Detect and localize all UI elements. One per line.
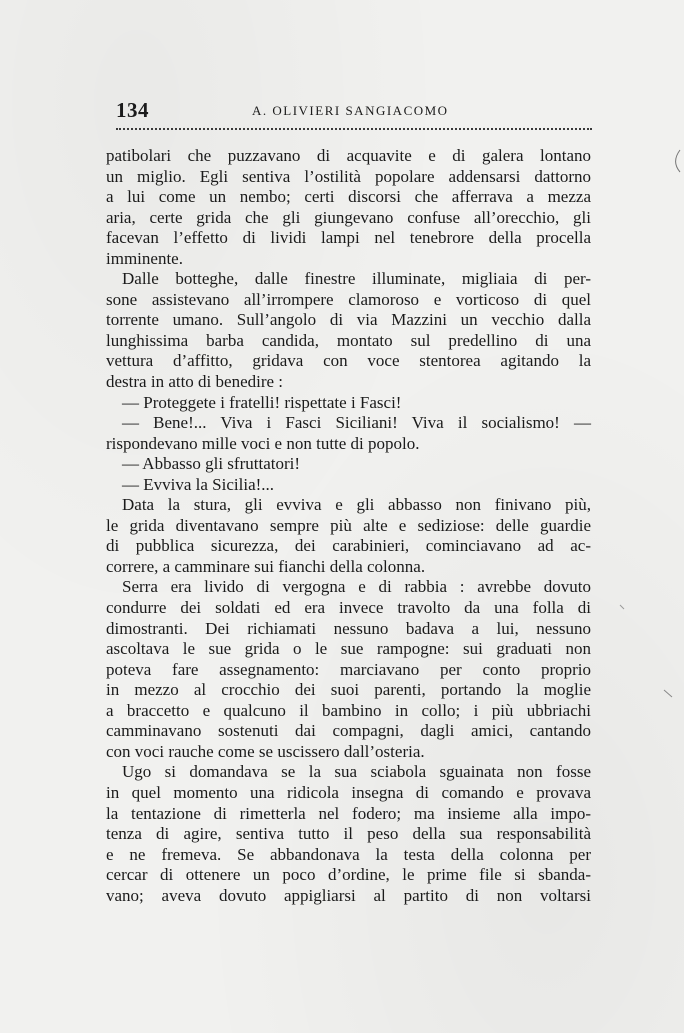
text-line: destra in atto di benedire :: [106, 372, 284, 392]
text-line: con voci rauche come se uscissero dall’osteria.: [106, 741, 425, 761]
text-line: Data la stura, gli evviva e gli abbasso non finivano più,: [122, 495, 591, 515]
dialogue-line: — Proteggete i fratelli! rispettate i Fasci!: [122, 392, 402, 412]
text-line: vano; aveva dovuto appigliarsi al partito di non voltarsi: [106, 885, 591, 905]
text-line: Ugo si domandava se la sua sciabola sguainata non fosse: [122, 762, 591, 782]
text-line: aria, certe grida che gli giungevano confuse all’orecchio, gli: [106, 207, 591, 227]
page-number: 134: [116, 98, 149, 122]
text-line: torrente umano. Sull’angolo di via Mazzini un vecchio dalla: [106, 310, 591, 330]
text-line: tenza di agire, sentiva tutto il peso della sua responsabilità: [106, 824, 591, 844]
text-line: vettura d’affitto, gridava con voce stentorea agitando la: [106, 351, 591, 371]
body-text: [106, 146, 591, 906]
text-line: le grida diventavano sempre più alte e sediziose: delle guardie: [106, 515, 591, 535]
text-line: correre, a camminare sui fianchi della colonna.: [106, 556, 426, 576]
header-rule: [116, 128, 592, 130]
text-line: sone assistevano all’irrompere clamoroso e vorticoso di quel: [106, 289, 591, 309]
text-line: in quel momento una ridicola insegna di comando e provava: [106, 782, 591, 802]
text-line: cercar di ottenere un poco d’ordine, le prime file si sbanda-: [106, 865, 591, 885]
text-line: di pubblica sicurezza, dei carabinieri, cominciavano ad ac-: [106, 536, 591, 556]
text-line: a lui come un nembo; certi discorsi che afferrava a mezza: [106, 187, 591, 207]
running-head: A. OLIVIERI SANGIACOMO: [252, 103, 449, 118]
dialogue-line: — Bene!... Viva i Fasci Siciliani! Viva il socialismo! —: [122, 413, 591, 433]
page-header: [116, 98, 588, 122]
text-line: dimostranti. Dei richiamati nessuno badava a lui, nessuno: [106, 618, 591, 638]
text-line: ascoltava le sue grida o le sue rampogne: sui graduati non: [106, 639, 591, 659]
text-line: a braccetto e qualcuno il bambino in collo; i più ubbriachi: [106, 700, 591, 720]
text-line: Serra era livido di vergogna e di rabbia : avrebbe dovuto: [122, 577, 591, 597]
dialogue-line: — Abbasso gli sfruttatori!: [122, 454, 301, 474]
text-line: lunghissima barba candida, montato sul predellino di una: [106, 330, 591, 350]
text-line: patibolari che puzzavano di acquavite e di galera lontano: [106, 146, 591, 165]
text-line: e ne fremeva. Se abbandonava la testa della colonna per: [106, 844, 591, 864]
text-line: poteva fare assegnamento: marciavano per conto proprio: [106, 659, 591, 679]
text-line: condurre dei soldati ed era invece travolto da una folla di: [106, 598, 591, 618]
text-line: Dalle botteghe, dalle finestre illuminate, migliaia di per-: [122, 269, 591, 289]
dialogue-line: — Evviva la Sicilia!...: [122, 474, 275, 494]
text-line: rispondevano mille voci e non tutte di popolo.: [106, 433, 420, 453]
text-line: facevan l’effetto di lividi lampi nel tenebrore della procella: [106, 228, 591, 248]
text-line: in mezzo al crocchio dei suoi parenti, portando la moglie: [106, 680, 591, 700]
text-line: imminente.: [106, 248, 183, 268]
text-line: la tentazione di rimetterla nel fodero; ma insieme alla impo-: [106, 803, 591, 823]
text-line: un miglio. Egli sentiva l’ostilità popolare addensarsi dattorno: [106, 166, 591, 186]
text-line: camminavano sostenuti dai compagni, dagli amici, cantando: [106, 721, 591, 741]
